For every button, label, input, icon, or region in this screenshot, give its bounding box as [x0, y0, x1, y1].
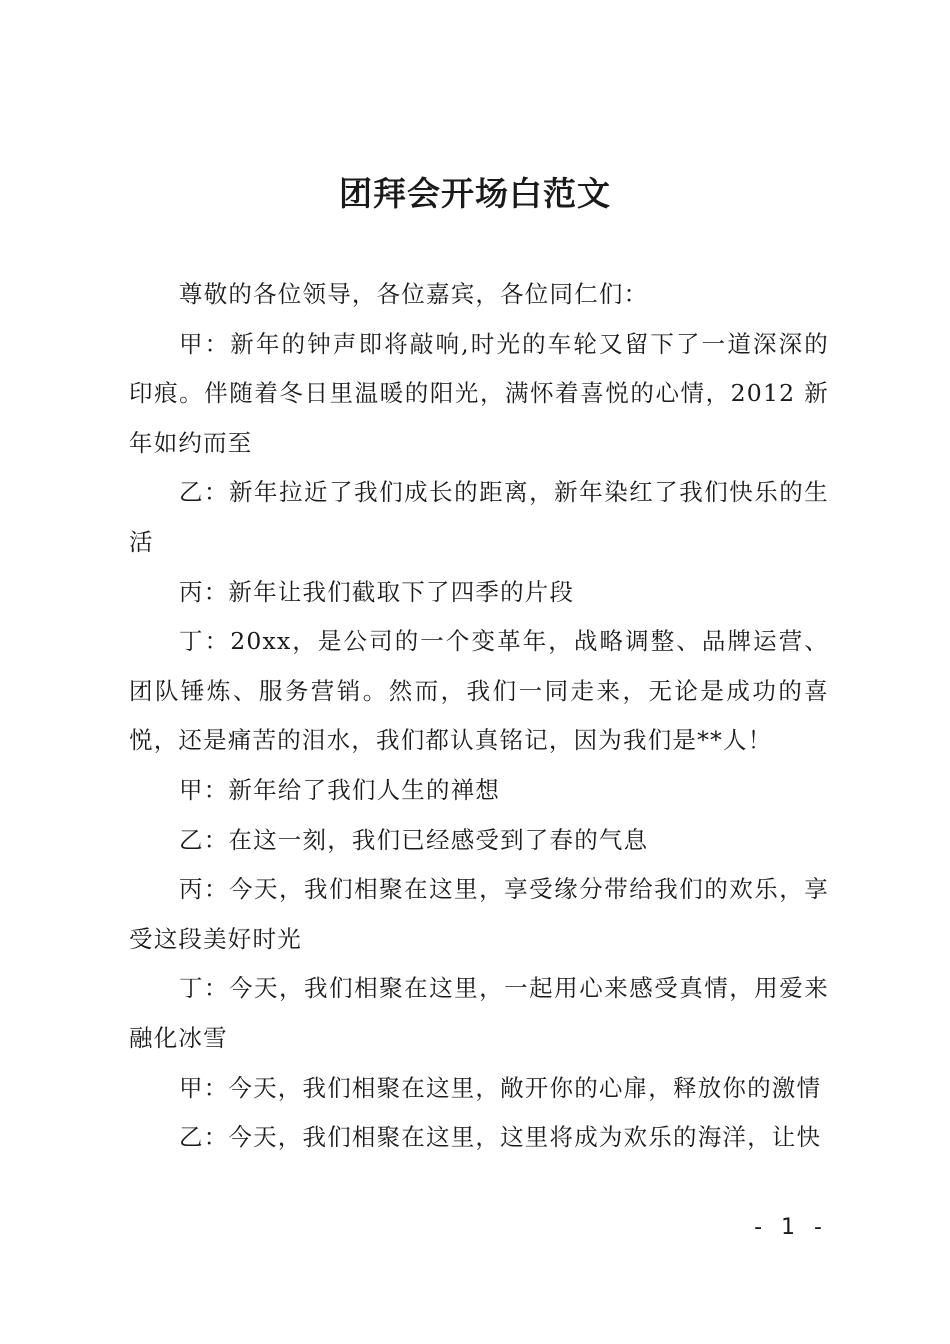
paragraph: 甲：新年给了我们人生的禅想: [179, 775, 501, 804]
paragraph: 甲：今天，我们相聚在这里，敞开你的心扉，释放你的激情: [179, 1073, 822, 1102]
paragraph: 丁：20xx，是公司的一个变革年，战略调整、品牌运营、团队锤炼、服务营销。然而，我们一同走来，无论是成功的喜悦，还是痛苦的泪水，我们都认真铭记，因为我们是**人！: [129, 627, 829, 755]
document-body: [129, 270, 829, 1163]
paragraph: 丁：今天，我们相聚在这里，一起用心来感受真情，用爱来融化冰雪: [129, 974, 829, 1052]
paragraph: 丙：今天，我们相聚在这里，享受缘分带给我们的欢乐，享受这段美好时光: [129, 875, 829, 953]
paragraph: 乙：今天，我们相聚在这里，这里将成为欢乐的海洋，让快: [179, 1123, 822, 1152]
document-title: 团拜会开场白范文: [339, 174, 611, 213]
page-number: - 1 -: [754, 1215, 828, 1240]
paragraph: 乙：在这一刻，我们已经感受到了春的气息: [179, 825, 649, 854]
paragraph: 乙：新年拉近了我们成长的距离，新年染红了我们快乐的生活: [129, 478, 829, 556]
paragraph-salutation: 尊敬的各位领导，各位嘉宾，各位同仁们：: [179, 280, 649, 308]
paragraph: 甲：新年的钟声即将敲响,时光的车轮又留下了一道深深的印痕。伴随着冬日里温暖的阳光，满怀着喜悦的心情，2012 新年如约而至: [129, 329, 829, 457]
paragraph: 丙：新年让我们截取下了四季的片段: [179, 577, 575, 606]
